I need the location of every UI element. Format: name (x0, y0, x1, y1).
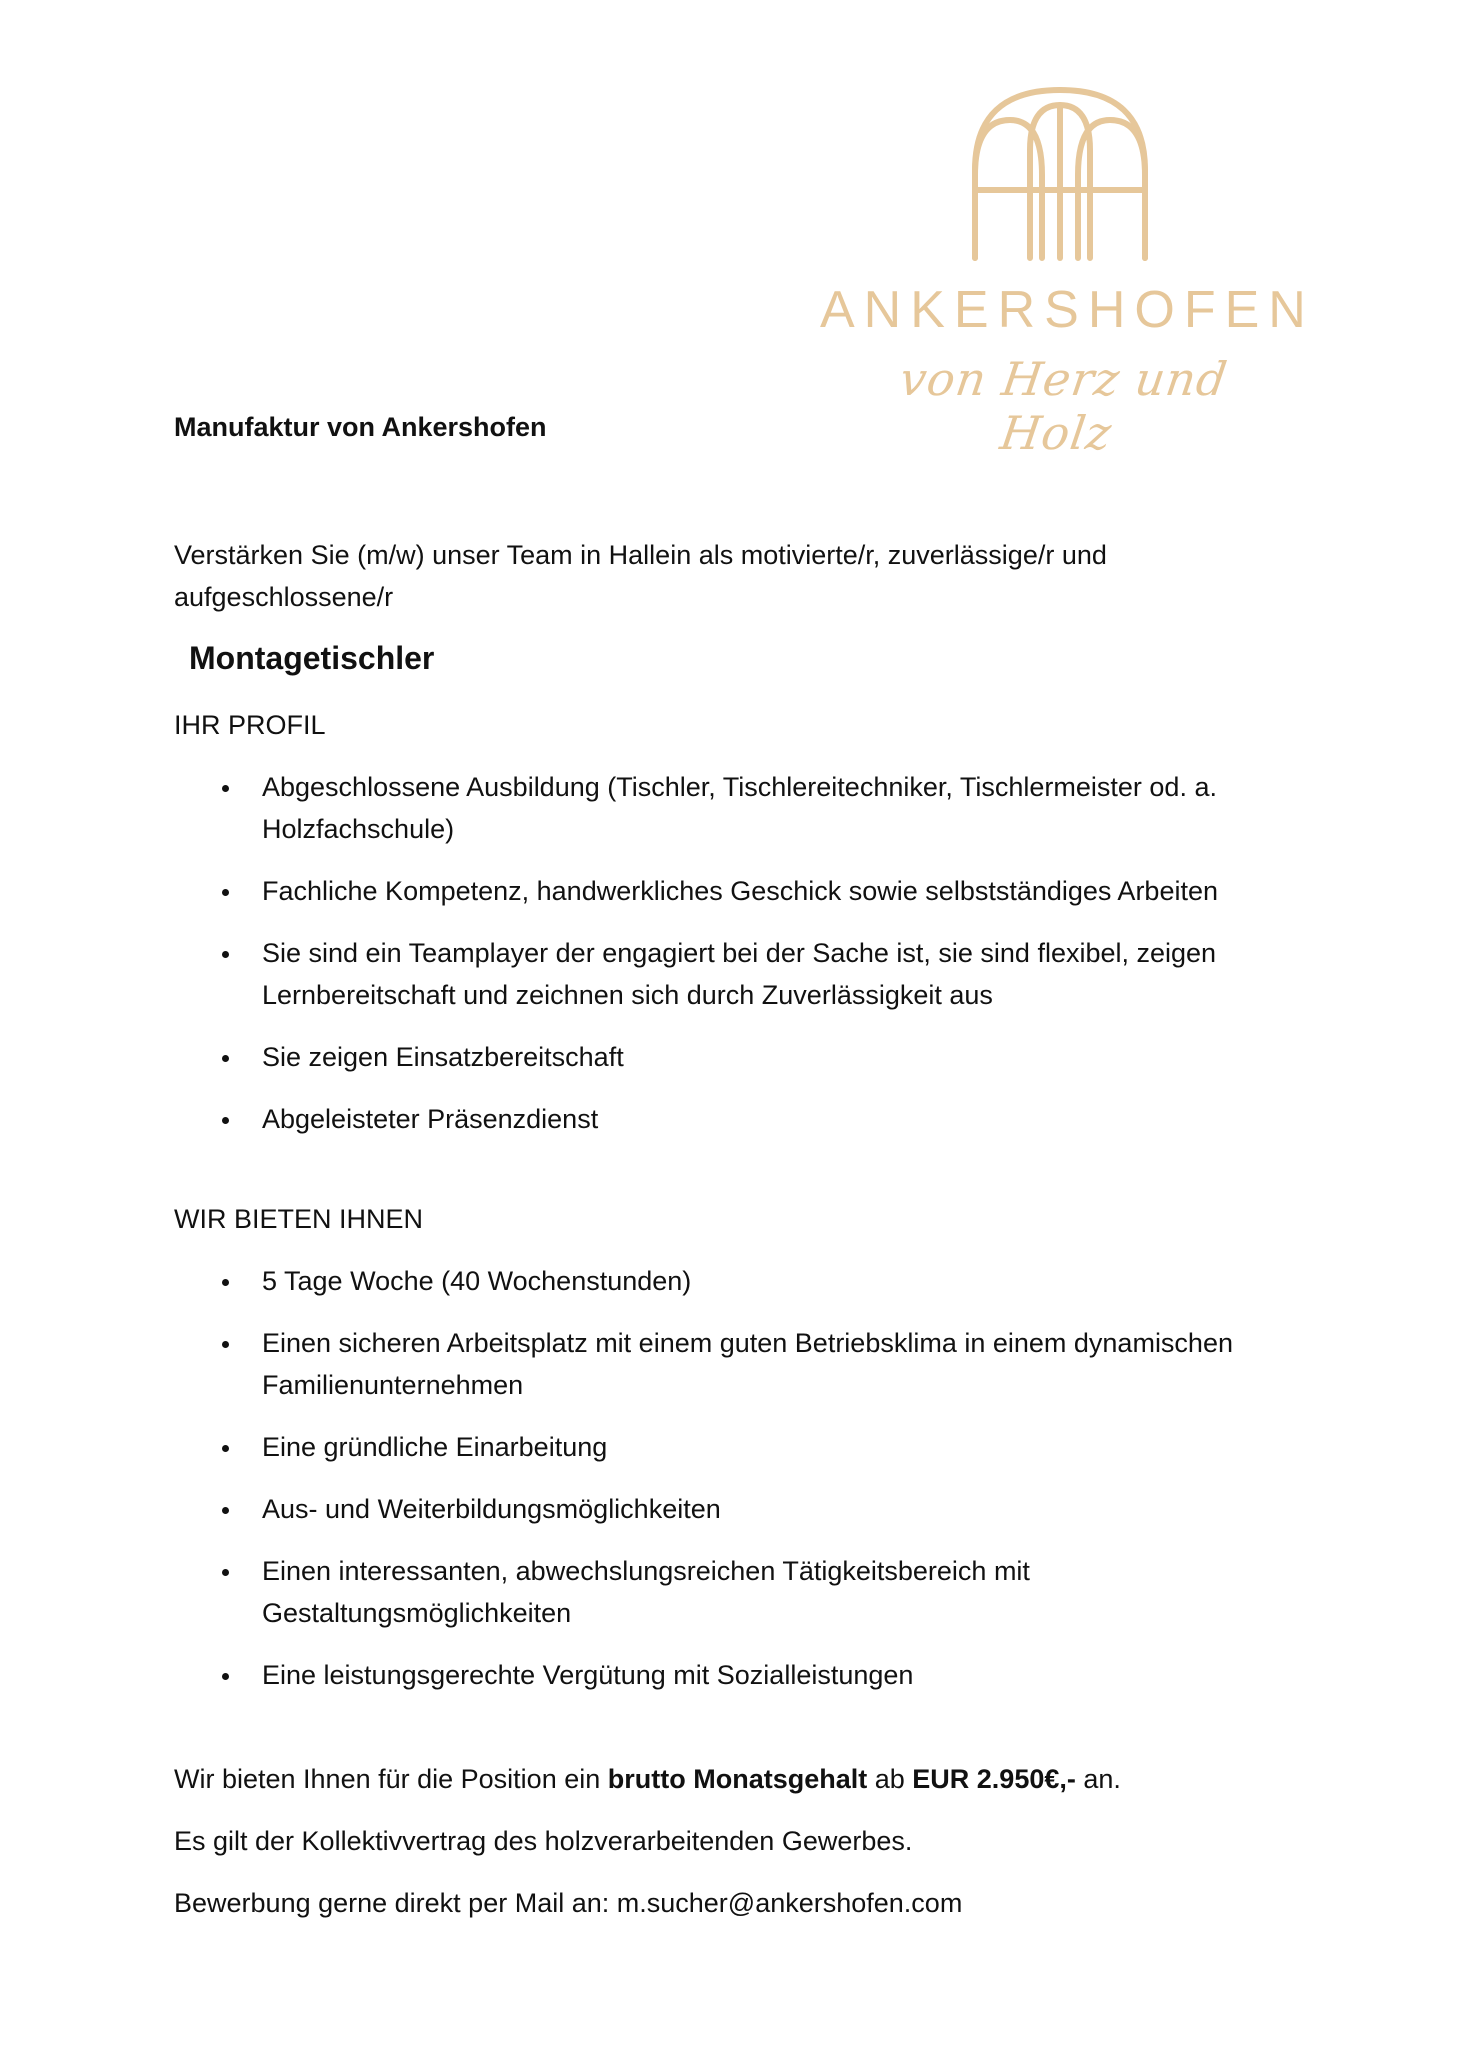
bullet-icon (222, 951, 229, 958)
salary-line: Wir bieten Ihnen für die Position ein brutto Monatsgehalt ab EUR 2.950€,- an. (174, 1764, 1121, 1794)
profile-list (174, 766, 1304, 1160)
bullet-icon (222, 785, 229, 792)
intro-text: Verstärken Sie (m/w) unser Team in Hallein als motivierte/r, zuverlässige/r und aufgeschlossene/r (174, 540, 1107, 612)
list-item: Abgeleisteter Präsenzdienst (174, 1098, 1304, 1140)
list-item: Sie zeigen Einsatzbereitschaft (174, 1036, 1304, 1078)
bullet-icon (222, 1341, 229, 1348)
bullet-icon (222, 1507, 229, 1514)
offer-heading: WIR BIETEN IHNEN (174, 1204, 424, 1234)
list-item: Sie sind ein Teamplayer der engagiert bei der Sache ist, sie sind flexibel, zeigen Lernbereitschaft und zeichnen sich durch Zuverlässigkeit aus (174, 932, 1304, 1016)
bullet-icon (222, 1569, 229, 1576)
list-item: Einen sicheren Arbeitsplatz mit einem guten Betriebsklima in einem dynamischen Familienunternehmen (174, 1322, 1304, 1406)
list-item: Fachliche Kompetenz, handwerkliches Geschick sowie selbstständiges Arbeiten (174, 870, 1304, 912)
profile-heading: IHR PROFIL (174, 710, 326, 740)
list-item: 5 Tage Woche (40 Wochenstunden) (174, 1260, 1304, 1302)
application-email[interactable]: m.sucher@ankershofen.com (616, 1888, 963, 1918)
list-item: Abgeschlossene Ausbildung (Tischler, Tischlereitechniker, Tischlermeister od. a. Holzfachschule) (174, 766, 1304, 850)
bullet-icon (222, 1117, 229, 1124)
list-item: Aus- und Weiterbildungsmöglichkeiten (174, 1488, 1304, 1530)
bullet-icon (222, 1279, 229, 1286)
offer-list (174, 1260, 1304, 1716)
aaa-monogram-icon (820, 80, 1300, 280)
brand-name: ANKERSHOFEN (820, 281, 1315, 339)
company-logo (820, 80, 1315, 460)
list-item: Eine leistungsgerechte Vergütung mit Sozialleistungen (174, 1654, 1304, 1696)
brand-tagline: von Herz und Holz (896, 352, 1231, 460)
salary-amount: EUR 2.950€,- (912, 1764, 1076, 1794)
company-name: Manufaktur von Ankershofen (174, 412, 547, 442)
bullet-icon (222, 1673, 229, 1680)
job-title: Montagetischler (189, 640, 435, 676)
bullet-icon (222, 889, 229, 896)
list-item: Eine gründliche Einarbeitung (174, 1426, 1304, 1468)
collective-agreement-line: Es gilt der Kollektivvertrag des holzverarbeitenden Gewerbes. (174, 1826, 913, 1856)
bullet-icon (222, 1055, 229, 1062)
list-item: Einen interessanten, abwechslungsreichen Tätigkeitsbereich mit Gestaltungsmöglichkeiten (174, 1550, 1304, 1634)
application-line: Bewerbung gerne direkt per Mail an: m.sucher@ankershofen.com (174, 1888, 963, 1918)
bullet-icon (222, 1445, 229, 1452)
salary-label: brutto Monatsgehalt (607, 1764, 868, 1794)
